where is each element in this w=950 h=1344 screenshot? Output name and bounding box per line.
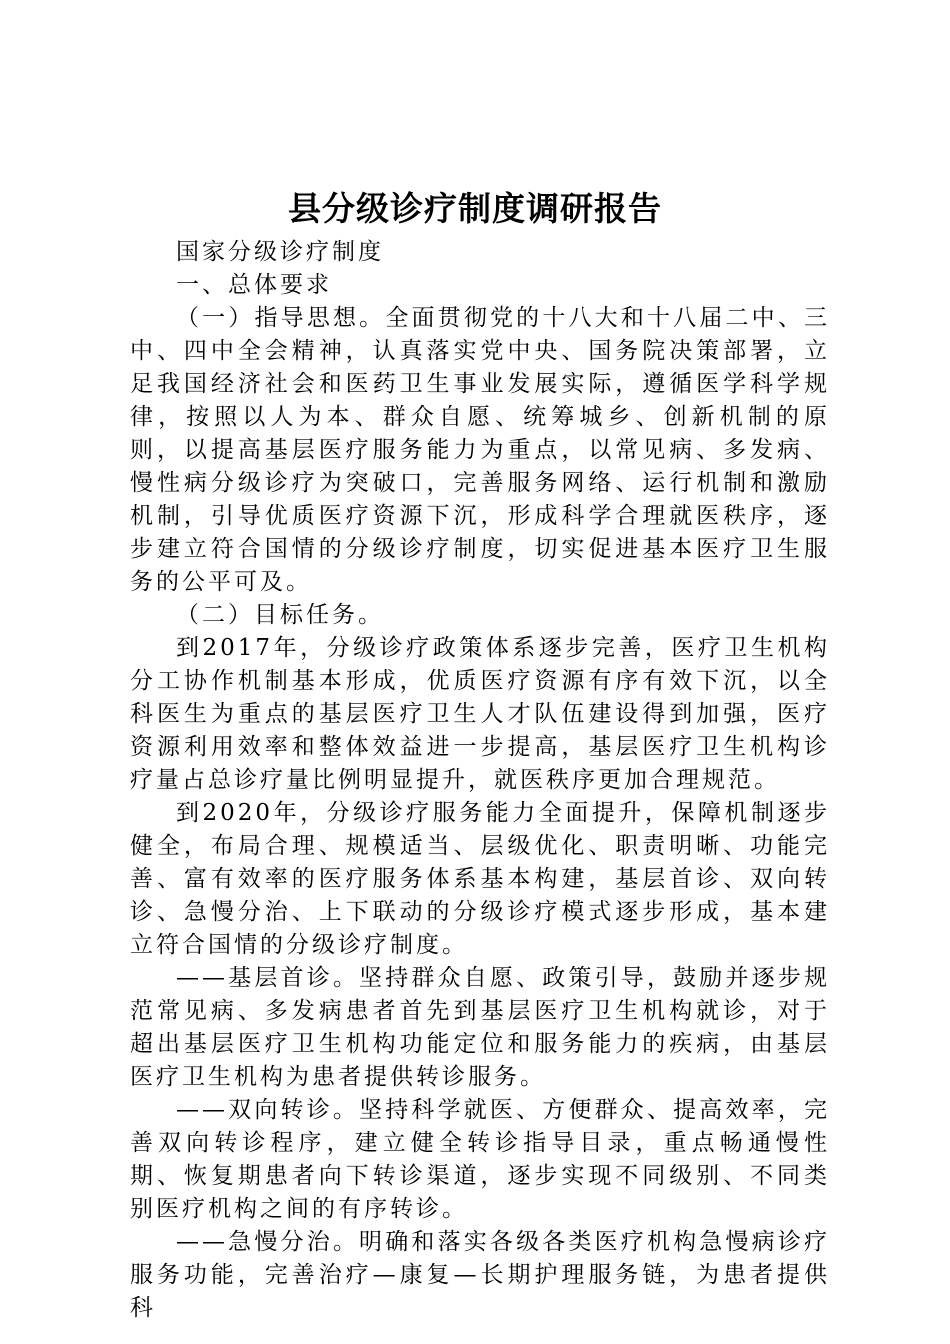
paragraph-two-way-referral: ——双向转诊。坚持科学就医、方便群众、提高效率，完善双向转诊程序，建立健全转诊指导目录，重点畅通慢性期、恢复期患者向下转诊渠道，逐步实现不同级别、不同类别医疗机构之间的有序转诊。 <box>130 1097 830 1222</box>
document-title: 县分级诊疗制度调研报告 <box>288 189 662 228</box>
paragraph-2017-goals: 到2017年，分级诊疗政策体系逐步完善，医疗卫生机构分工协作机制基本形成，优质医疗资源有序有效下沉，以全科医生为重点的基层医疗卫生人才队伍建设得到加强，医疗资源利用效率和整体效益进一步提高，基层医疗卫生机构诊疗量占总诊疗量比例明显提升，就医秩序更加合理规范。 <box>130 635 830 793</box>
paragraph-heading-national-system: 国家分级诊疗制度 <box>176 239 384 265</box>
paragraph-primary-first-diagnosis: ——基层首诊。坚持群众自愿、政策引导，鼓励并逐步规范常见病、多发病患者首先到基层医疗卫生机构就诊，对于超出基层医疗卫生机构功能定位和服务能力的疾病，由基层医疗卫生机构为患者提供转诊服务。 <box>130 965 830 1090</box>
paragraph-target-tasks-heading: （二）目标任务。 <box>176 602 384 628</box>
document-body <box>130 236 830 1325</box>
paragraph-acute-chronic-separation: ——急慢分治。明确和落实各级各类医疗机构急慢病诊疗服务功能，完善治疗—康复—长期护理服务链，为患者提供科 <box>130 1229 830 1321</box>
paragraph-2020-goals: 到2020年，分级诊疗服务能力全面提升，保障机制逐步健全，布局合理、规模适当、层级优化、职责明晰、功能完善、富有效率的医疗服务体系基本构建，基层首诊、双向转诊、急慢分治、上下联动的分级诊疗模式逐步形成，基本建立符合国情的分级诊疗制度。 <box>130 800 830 958</box>
paragraph-section-general-requirements: 一、总体要求 <box>176 272 332 298</box>
paragraph-guiding-ideology: （一）指导思想。全面贯彻党的十八大和十八届二中、三中、四中全会精神，认真落实党中央、国务院决策部署，立足我国经济社会和医药卫生事业发展实际，遵循医学科学规律，按照以人为本、群众自愿、统筹城乡、创新机制的原则，以提高基层医疗服务能力为重点，以常见病、多发病、慢性病分级诊疗为突破口，完善服务网络、运行机制和激励机制，引导优质医疗资源下沉，形成科学合理就医秩序，逐步建立符合国情的分级诊疗制度，切实促进基本医疗卫生服务的公平可及。 <box>130 305 830 595</box>
